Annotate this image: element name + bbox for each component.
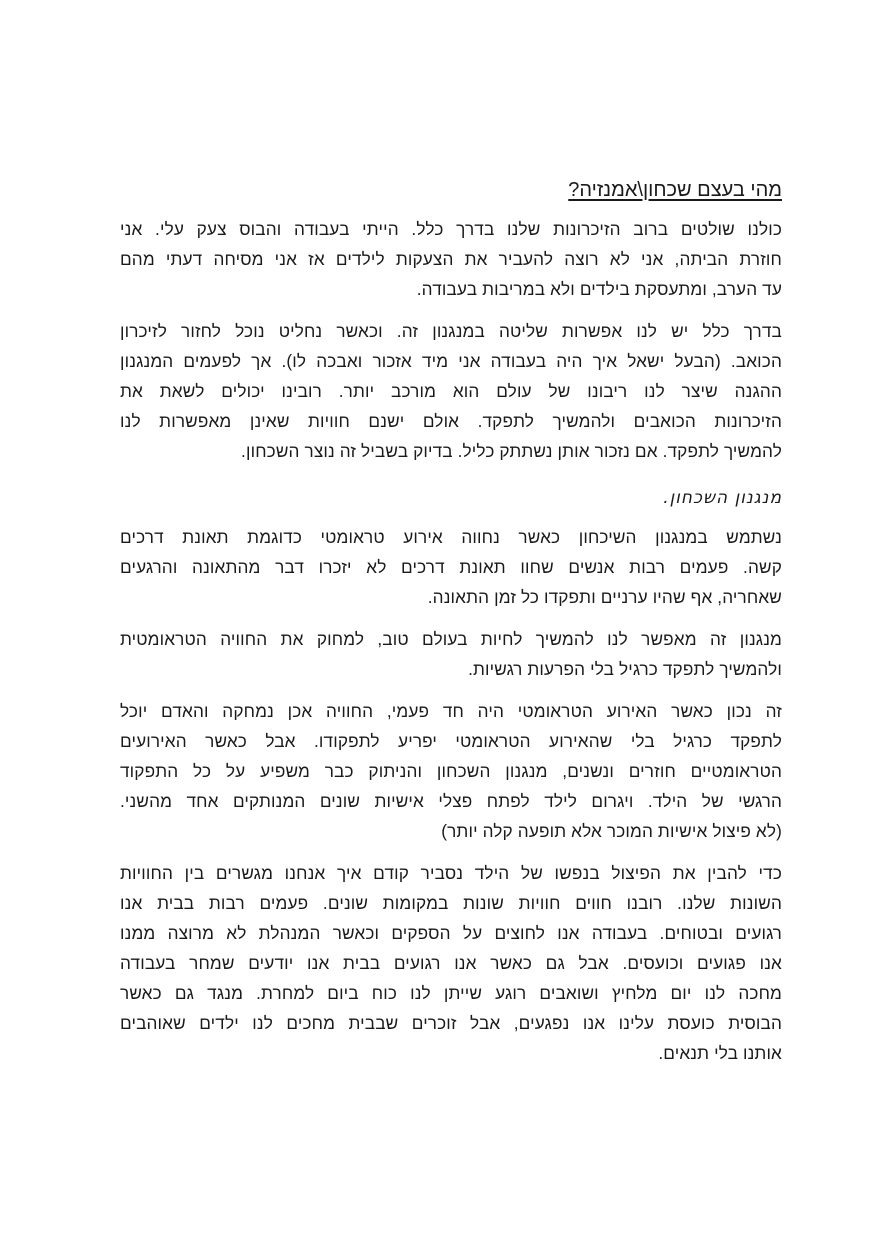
text-line: שאחריה, אף שהיו ערניים ותפקדו כל זמן התאונה. <box>427 587 782 607</box>
paragraph-5 <box>120 696 782 846</box>
text-line: ולהמשיך לתפקד כרגיל בלי הפרעות רגשיות. <box>468 659 782 679</box>
paragraph-4 <box>120 624 782 684</box>
text-line: עד הערב, ומתעסקת בילדים ולא במריבות בעבודה. <box>416 279 782 299</box>
text-line: הבוסית כועסת עלינו אנו נפגעים, אבל זוכרים שבבית מחכים לנו ילדים שאוהבים <box>120 1013 782 1033</box>
text-line: אותנו בלי תנאים. <box>658 1043 782 1063</box>
text-line: להמשיך לתפקד. אם נזכור אותן נשתתק כליל. בדיוק בשביל זה נוצר השכחון. <box>241 441 782 461</box>
text-line: השונות שלנו. רובנו חווים חוויות שונות במקומות שונים. פעמים רבות בבית אנו <box>120 893 782 913</box>
section-heading: מנגנון השכחון. <box>663 488 782 508</box>
text-line: הטראומטיים חוזרים ונשנים, מנגנון השכחון והניתוק כבר משפיע על כל התפקוד <box>120 761 782 781</box>
text-line: מחכה לנו יום מלחיץ ושואבים רוגע שייתן לנו כוח ביום למחרת. מנגד גם כאשר <box>120 983 782 1003</box>
text-line: ההגנה שיצר לנו ריבונו של עולם הוא מורכב יותר. רובינו יכולים לשאת את <box>120 381 782 401</box>
paragraph-6 <box>120 858 782 1068</box>
document-title: מהי בעצם שכחון\אמנזיה? <box>568 179 782 201</box>
text-line: חוזרת הביתה, אני לא רוצה להעביר את הצעקות לילדים אז אני מסיחה דעתי מהם <box>120 249 782 269</box>
text-line: בדרך כלל יש לנו אפשרות שליטה במנגנון זה. וכאשר נחליט נוכל לחזור לזיכרון <box>120 321 782 341</box>
text-line: לתפקד כרגיל בלי שהאירוע הטראומטי יפריע לתפקודו. אבל כאשר האירועים <box>120 731 782 751</box>
document-body <box>120 176 782 1080</box>
text-line: מנגנון זה מאפשר לנו להמשיך לחיות בעולם טוב, למחוק את החוויה הטראומטית <box>120 629 782 649</box>
text-line: אנו פגועים וכועסים. אבל גם כאשר אנו רגועים בבית אנו יודעים שמחר בעבודה <box>120 953 782 973</box>
paragraph-2 <box>120 316 782 466</box>
text-line: זה נכון כאשר האירוע הטראומטי היה חד פעמי, החוויה אכן נמחקה והאדם יוכל <box>120 701 782 721</box>
text-line: (לא פיצול אישיות המוכר אלא תופעה קלה יותר) <box>441 821 782 841</box>
text-line: כולנו שולטים ברוב הזיכרונות שלנו בדרך כלל. הייתי בעבודה והבוס צעק עלי. אני <box>120 219 782 239</box>
paragraph-3 <box>120 522 782 612</box>
text-line: קשה. פעמים רבות אנשים שחוו תאונת דרכים לא יזכרו דבר מהתאונה והרגעים <box>120 557 782 577</box>
text-line: נשתמש במנגנון השיכחון כאשר נחווה אירוע טראומטי כדוגמת תאונת דרכים <box>120 527 782 547</box>
text-line: רגועים ובטוחים. בעבודה אנו לחוצים על הספקים וכאשר המנהלת לא מרוצה ממנו <box>120 923 782 943</box>
text-line: כדי להבין את הפיצול בנפשו של הילד נסביר קודם איך אנחנו מגשרים בין החוויות <box>120 863 782 883</box>
text-line: הכואב. (הבעל ישאל איך היה בעבודה אני מיד אזכור ואבכה לו). אך לפעמים המנגנון <box>120 351 782 371</box>
paragraph-1 <box>120 214 782 304</box>
text-line: הרגשי של הילד. ויגרום לילד לפתח פצלי אישיות שונים המנותקים אחד מהשני. <box>120 791 782 811</box>
text-line: הזיכרונות הכואבים ולהמשיך לתפקד. אולם ישנם חוויות שאינן מאפשרות לנו <box>120 411 782 431</box>
